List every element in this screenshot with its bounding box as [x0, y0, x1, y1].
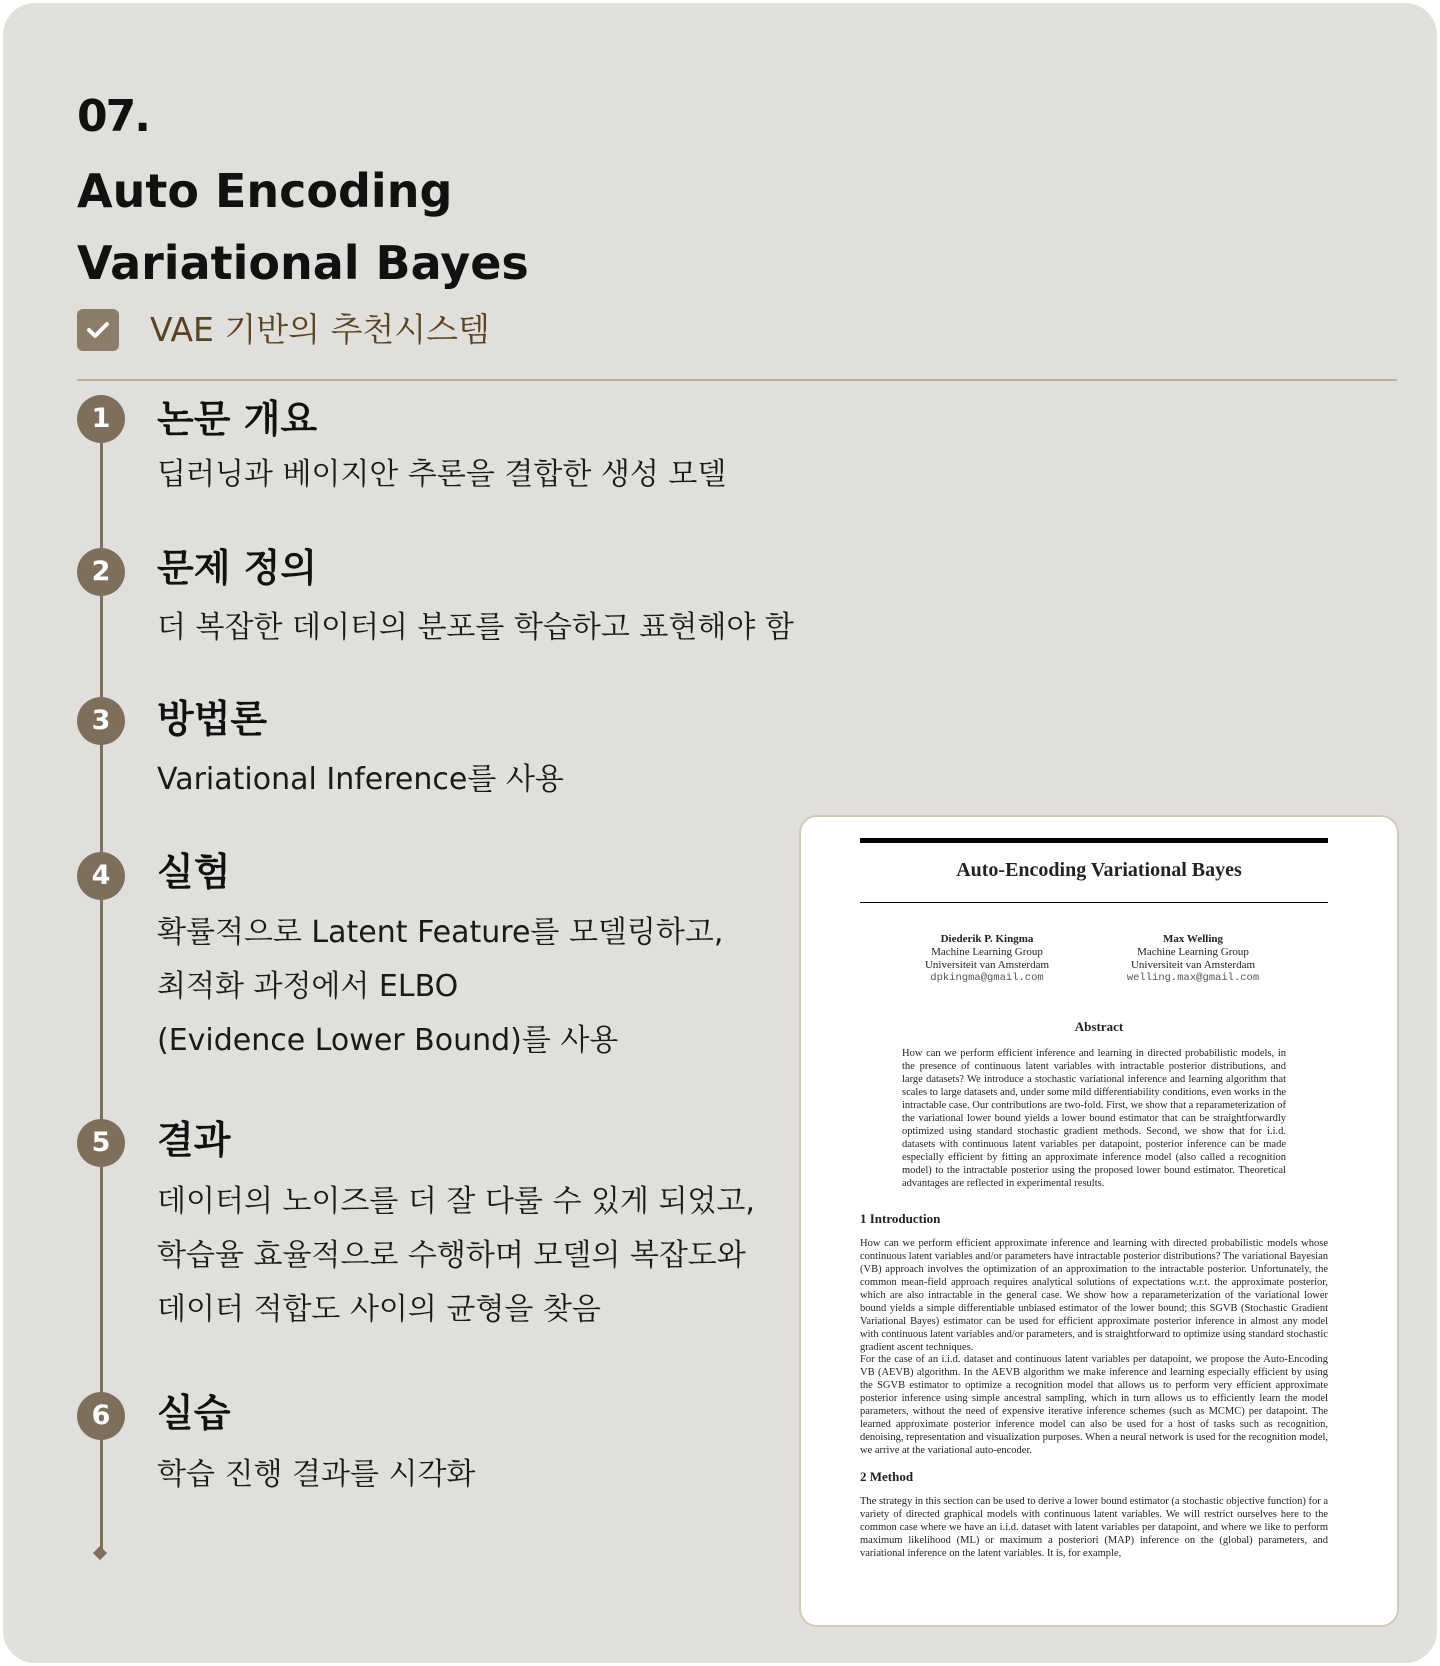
step-description: 딥러닝과 베이지안 추론을 결합한 생성 모델: [157, 457, 727, 492]
paper-preview: [799, 815, 1399, 1627]
title-line-1: Auto Encoding: [77, 164, 453, 218]
step-description-line: 최적화 과정에서 ELBO: [157, 969, 459, 1004]
paper-title-rule: [860, 902, 1328, 903]
step-title: 문제 정의: [157, 546, 318, 590]
step-description-line: 데이터의 노이즈를 더 잘 다룰 수 있게 되었고,: [157, 1184, 755, 1219]
author-name: Max Welling: [1163, 933, 1223, 945]
step-number-badge: 6: [77, 1392, 125, 1440]
step-number-badge: 4: [77, 852, 125, 900]
author-email: dpkingma@gmail.com: [930, 972, 1044, 984]
subtitle: VAE 기반의 추천시스템: [150, 310, 490, 349]
step-title: 논문 개요: [157, 397, 318, 441]
divider: [77, 379, 1397, 381]
step-number-badge: 1: [77, 395, 125, 443]
author-university: Universiteit van Amsterdam: [1130, 959, 1256, 971]
timeline-end-diamond-icon: [93, 1546, 107, 1560]
step-number-badge: 2: [77, 548, 125, 596]
paper-author-1: [887, 933, 1087, 985]
author-group: Machine Learning Group: [1137, 946, 1249, 958]
step-description-line: 확률적으로 Latent Feature를 모델링하고,: [157, 915, 724, 950]
section-number: 07.: [77, 91, 149, 142]
title-line-2: Variational Bayes: [77, 236, 529, 290]
checkbox-checked-icon: [77, 309, 119, 351]
step-description: Variational Inference를 사용: [157, 762, 564, 797]
step-description: 더 복잡한 데이터의 분포를 학습하고 표현해야 함: [157, 610, 794, 645]
step-title: 결과: [157, 1118, 231, 1162]
step-description: 학습 진행 결과를 시각화: [157, 1457, 476, 1492]
step-title: 실습: [157, 1391, 231, 1435]
summary-card: [3, 3, 1437, 1663]
paper-title: Auto-Encoding Variational Bayes: [956, 859, 1242, 881]
abstract-heading: Abstract: [1074, 1019, 1124, 1034]
page-title: [77, 155, 529, 299]
step-title: 방법론: [157, 697, 268, 741]
author-group: Machine Learning Group: [931, 946, 1043, 958]
author-university: Universiteit van Amsterdam: [924, 959, 1050, 971]
section-heading-introduction: 1 Introduction: [860, 1211, 941, 1226]
step-description-line: 데이터 적합도 사이의 균형을 찾음: [157, 1292, 601, 1327]
step-description-line: (Evidence Lower Bound)를 사용: [157, 1023, 619, 1058]
step-number-badge: 5: [77, 1119, 125, 1167]
abstract-text: How can we perform efficient inference and learning in directed probabilistic models, in the presence of continuous latent variables with intractable posterior distributions, and large datasets? We introduce a stochastic variational inference and learning algorithm that scales to large datasets and, under some mild differentiability conditions, even works in the intractable case. Our contributions are two-fold. First, we show that a reparameterization of the variational lower bound yields a lower bound estimator that can be straightforwardly optimized using standard stochastic gradient methods. Second, we show that for i.i.d. datasets with continuous latent variables per datapoint, posterior inference can be made especially efficient by fitting an approximate inference model (also called a recognition model) to the intractable posterior using the proposed lower bound estimator. Theoretical advantages are reflected in experimental results.: [902, 1048, 1286, 1189]
section-heading-method: 2 Method: [860, 1469, 914, 1484]
paper-author-2: [1093, 933, 1293, 985]
step-title: 실험: [157, 850, 231, 894]
step-description-line: 학습율 효율적으로 수행하며 모델의 복잡도와: [157, 1238, 746, 1273]
author-name: Diederik P. Kingma: [940, 933, 1034, 945]
paper-top-rule: [860, 838, 1328, 843]
method-paragraph-1: The strategy in this section can be used to derive a lower bound estimator (a stochastic objective function) for a variety of directed graphical models with continuous latent variables. We will restrict ourselves here to the common case where we have an i.i.d. dataset with latent variables per datapoint, and where we like to perform maximum likelihood (ML) or maximum a posteriori (MAP) inference on the (global) parameters, and variational inference on the latent variables. It is, for example,: [860, 1496, 1328, 1559]
intro-paragraph-2: For the case of an i.i.d. dataset and continuous latent variables per datapoint, we propose the Auto-Encoding VB (AEVB) algorithm. In the AEVB algorithm we make inference and learning especially efficient by using the SGVB estimator to optimize a recognition model that allows us to perform very efficient approximate posterior inference using simple ancestral sampling, which in turn allows us to efficiently learn the model parameters, without the need of expensive iterative inference schemes (such as MCMC) per datapoint. The learned approximate posterior inference model can also be used for a host of tasks such as recognition, denoising, representation and visualization purposes. When a neural network is used for the recognition model, we arrive at the variational auto-encoder.: [860, 1354, 1328, 1456]
author-email: welling.max@gmail.com: [1126, 972, 1260, 984]
intro-paragraph-1: How can we perform efficient approximate inference and learning with directed probabilistic models whose continuous latent variables and/or parameters have intractable posterior distributions? The variational Bayesian (VB) approach involves the optimization of an approximation to the intractable posterior. Unfortunately, the common mean-field approach requires analytical solutions of expectations w.r.t. the approximate posterior, which are also intractable in the general case. We show how a reparameterization of the variational lower bound yields a simple differentiable unbiased estimator of the lower bound; this SGVB (Stochastic Gradient Variational Bayes) estimator can be used for efficient approximate posterior inference in almost any model with continuous latent variables and/or parameters, and is straightforward to optimize using standard stochastic gradient ascent techniques.: [860, 1238, 1328, 1353]
step-number-badge: 3: [77, 697, 125, 745]
